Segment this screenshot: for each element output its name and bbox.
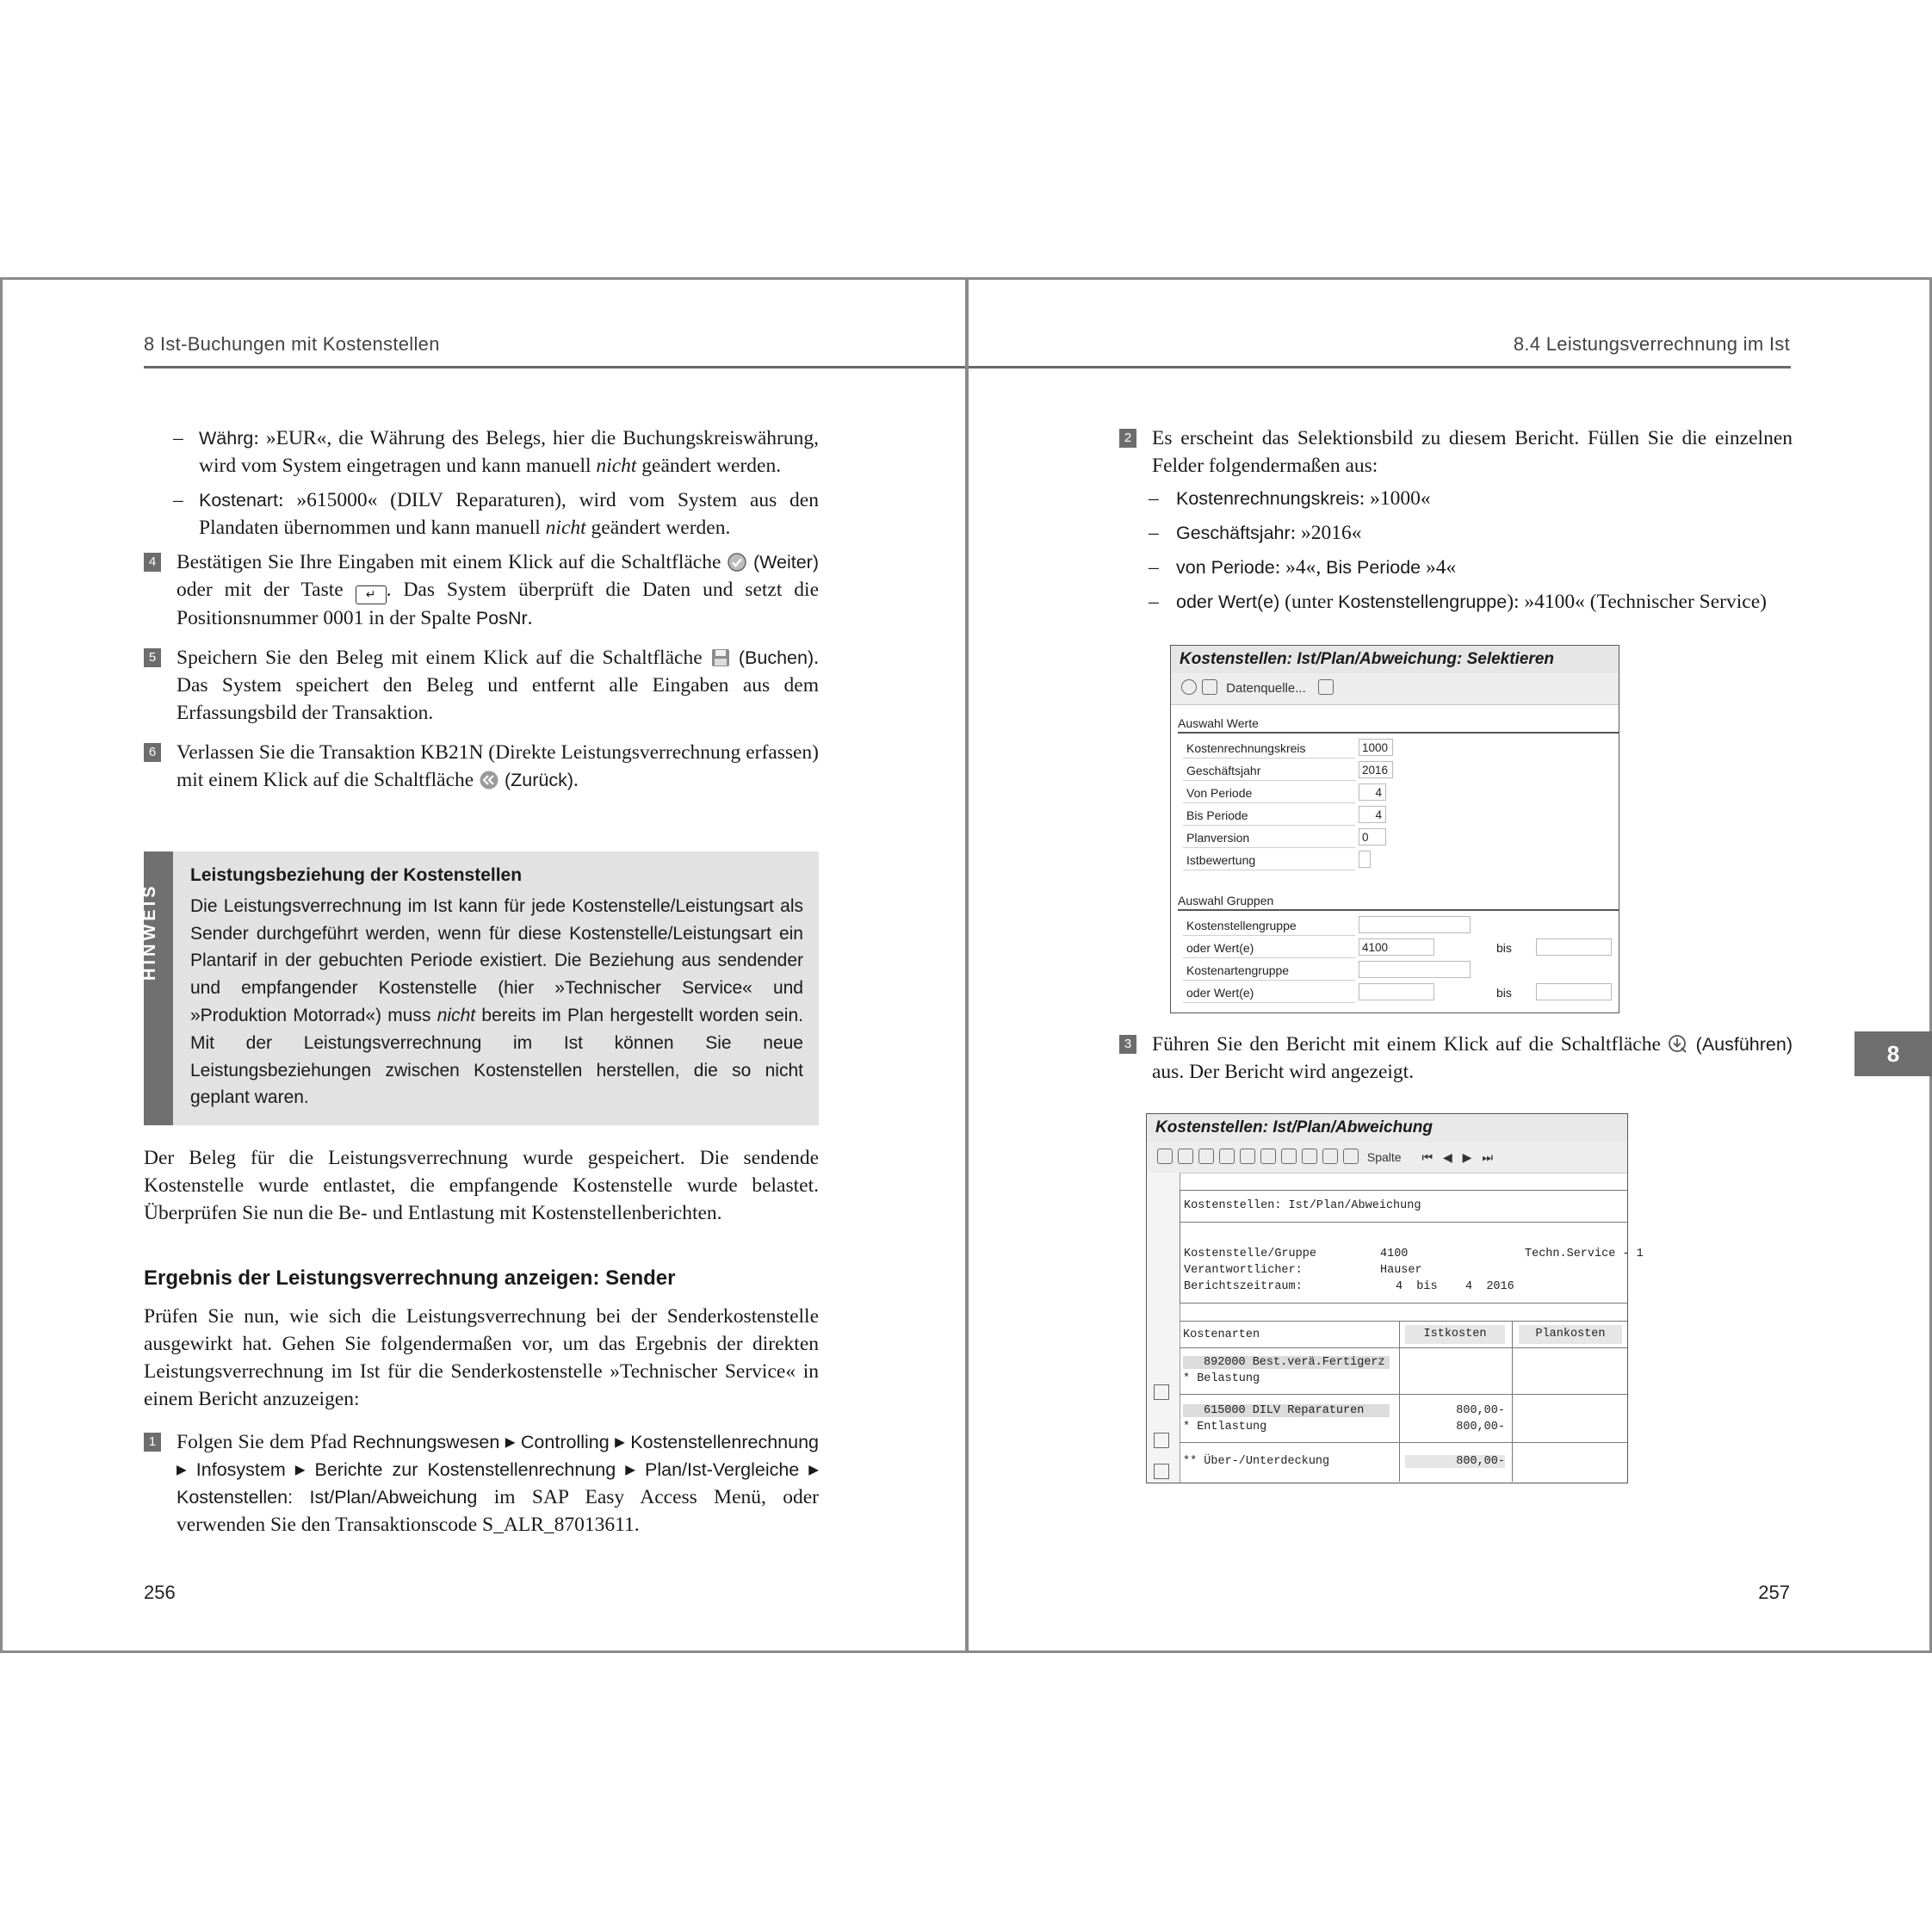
- next-page-icon[interactable]: ▶: [1462, 1150, 1472, 1164]
- last-page-icon[interactable]: ⏭: [1482, 1150, 1493, 1164]
- menu-path-item: Kostenstellen: Ist/Plan/Abweichung: [176, 1487, 478, 1508]
- running-head-right: 8.4 Leistungsverrechnung im Ist: [1513, 333, 1790, 355]
- search-icon[interactable]: [1178, 1149, 1193, 1164]
- table-row[interactable]: 615000 DILV Reparaturen: [1183, 1404, 1390, 1417]
- grid-icon[interactable]: [1302, 1149, 1317, 1164]
- menu-path-item: Berichte zur Kostenstellenrechnung: [314, 1459, 616, 1480]
- step-number: 4: [144, 553, 161, 572]
- running-head-left: 8 Ist-Buchungen mit Kostenstellen: [144, 333, 440, 355]
- field-input[interactable]: 4: [1359, 806, 1386, 823]
- paragraph: Prüfen Sie nun, wie sich die Leistungsverrechnung bei der Senderkostenstelle ausgewirkt hat. Gehen Sie folgendermaßen vor, um das Ergebnis der direkten Leistungsverrechnung im Ist für die Senderkostenstelle »Technischer Service« in einem Bericht anzuzeigen:: [144, 1305, 819, 1410]
- list-item: – Währg: »EUR«, die Währung des Belegs, hier die Buchungskreiswährung, wird vom System eingetragen und kann manuell nicht geändert werden.: [144, 424, 819, 480]
- check-icon: [727, 552, 747, 573]
- field-input[interactable]: 1000: [1359, 739, 1393, 756]
- hinweis-content: [190, 862, 803, 1112]
- print-icon[interactable]: [1198, 1149, 1214, 1164]
- filter-icon[interactable]: [1260, 1149, 1276, 1164]
- step-number: 6: [144, 743, 161, 762]
- column-header: Kostenarten: [1183, 1328, 1260, 1341]
- group-values: [1178, 715, 1619, 734]
- field-row: Planversion 0: [1183, 828, 1613, 847]
- field-row: Istbewertung: [1183, 851, 1613, 870]
- step-number: 3: [1119, 1035, 1136, 1054]
- right-body-lower: [1119, 1031, 1793, 1098]
- step-number: 2: [1119, 429, 1136, 448]
- execute-icon: [1668, 1034, 1688, 1055]
- table-row[interactable]: ** Über-/Unterdeckung: [1183, 1455, 1330, 1468]
- step-4: 4 Bestätigen Sie Ihre Eingaben mit einem Klick auf die Schaltfläche (Weiter) oder mit der Taste ↵ . Das System überprüft die Daten und setzt die Positionsnummer 0001 in der Spalte PosNr.: [144, 548, 819, 632]
- field-row: oder Wert(e) 4100 bis: [1183, 938, 1613, 957]
- group-groups: [1178, 892, 1619, 911]
- zoom-icon[interactable]: [1281, 1149, 1297, 1164]
- field-input[interactable]: [1359, 961, 1471, 978]
- running-head-rule: [969, 366, 1791, 368]
- menu-path-item: Rechnungswesen: [352, 1432, 500, 1452]
- path-arrow-icon: ▸: [505, 1431, 516, 1453]
- info-icon[interactable]: [1240, 1149, 1255, 1164]
- paragraph: Der Beleg für die Leistungsverrechnung wurde gespeichert. Die sendende Kostenstelle wurde entlastet, die empfangende Kostenstelle wurde belastet. Überprüfen Sie nun die Be- und Entlastung mit Kostenstellenberichten.: [144, 1147, 819, 1224]
- path-arrow-icon: ▸: [625, 1458, 635, 1481]
- hinweis-title: Leistungsbeziehung der Kostenstellen: [190, 865, 523, 885]
- field-input[interactable]: 4: [1359, 783, 1386, 801]
- hinweis-box: [140, 851, 819, 1125]
- istkosten-value: 800,00-: [1456, 1404, 1505, 1417]
- path-arrow-icon: ▸: [176, 1458, 187, 1481]
- step-3: 3 Führen Sie den Bericht mit einem Klick auf die Schaltfläche (Ausführen) aus. Der Bericht wird angezeigt.: [1119, 1031, 1793, 1086]
- sort-icon[interactable]: [1157, 1149, 1173, 1164]
- step-1: 1 Folgen Sie dem Pfad Rechnungswesen ▸ Controlling ▸ Kostenstellenrechnung ▸ Infosystem ▸ Berichte zur Kostenstellenrechnung ▸ Plan/Ist-Vergleiche ▸ Kostenstellen: Ist/Plan/Abweichung im SAP Easy Access Menü, oder verwenden Sie den Transaktionscode S_ALR_87013611.: [144, 1428, 819, 1539]
- field-input[interactable]: 4100: [1359, 938, 1434, 956]
- column-header: Istkosten: [1405, 1325, 1505, 1344]
- toolbar: [1171, 673, 1619, 705]
- field-input[interactable]: 2016: [1359, 761, 1393, 778]
- first-page-icon[interactable]: ⏮: [1421, 1150, 1434, 1164]
- path-arrow-icon: ▸: [615, 1431, 625, 1453]
- chapter-tab: 8: [1855, 1031, 1932, 1076]
- group-label: Auswahl Gruppen: [1178, 892, 1619, 911]
- report-header-title: Kostenstellen: Ist/Plan/Abweichung: [1184, 1199, 1421, 1212]
- step-number: 1: [144, 1433, 161, 1452]
- step-6: 6 Verlassen Sie die Transaktion KB21N (Direkte Leistungsverrechnung erfassen) mit einem Klick auf die Schaltfläche (Zurück).: [144, 739, 819, 794]
- column-header: Plankosten: [1519, 1325, 1622, 1344]
- row-detail-icon[interactable]: [1154, 1433, 1169, 1448]
- table-row[interactable]: 892000 Best.verä.Fertigerz: [1183, 1356, 1390, 1369]
- istkosten-value: 800,00-: [1456, 1421, 1505, 1434]
- field-row: Kostenartengruppe: [1183, 961, 1613, 980]
- right-page: [965, 277, 1932, 1653]
- menu-path-item: Infosystem: [195, 1459, 286, 1480]
- datasource-button[interactable]: Datenquelle...: [1226, 681, 1306, 696]
- window-title: Kostenstellen: Ist/Plan/Abweichung: [1147, 1114, 1627, 1142]
- field-row: Kostenstellengruppe: [1183, 916, 1613, 935]
- hinweis-text: Die Leistungsverrechnung im Ist kann für jede Kostenstelle/Leistungsart als Sender durchgeführt werden, wenn für diese Kostenstelle/Leistungsart ein Plantarif in der gebuchten Periode existiert. Die Beziehung aus sendender und empfangender Kostenstelle (hier »Technischer Service« und »Produktion Motorrad«) muss nicht bereits im Plan hergestellt worden sein. Mit der Leistungsverrechnung im Ist können Sie neue Leistungsbeziehungen zwischen Kostenstellen herstellen, die so nicht geplant waren.: [190, 895, 803, 1108]
- report-header-box: Kostenstellen: Ist/Plan/Abweichung Kostenstelle/Gruppe 4100 Techn.Service - 1 Verantwortlicher: Hauser Berichtszeitraum: 4 bis 4 2016: [1180, 1190, 1627, 1303]
- section-heading: Ergebnis der Leistungsverrechnung anzeigen: Sender: [144, 1266, 676, 1290]
- list-item: – Geschäftsjahr: »2016«: [1119, 519, 1793, 547]
- row-detail-icon[interactable]: [1154, 1464, 1169, 1479]
- selection-screen: [1170, 645, 1619, 1013]
- menu-path-item: Controlling: [520, 1432, 610, 1452]
- list-item: – von Periode: »4«, Bis Periode »4«: [1119, 554, 1793, 581]
- info-icon[interactable]: [1318, 679, 1334, 695]
- prev-page-icon[interactable]: ◀: [1442, 1150, 1452, 1164]
- checkbox[interactable]: [1359, 851, 1371, 868]
- path-arrow-icon: ▸: [808, 1458, 820, 1481]
- left-page: [0, 277, 967, 1653]
- column-button[interactable]: Spalte: [1366, 1150, 1402, 1164]
- enter-key-icon: ↵: [356, 585, 387, 604]
- hinweis-sidebar: [140, 851, 173, 1125]
- left-body-lower: [144, 1144, 819, 1551]
- list-item: – Kostenrechnungskreis: »1000«: [1119, 485, 1793, 512]
- step-5: 5 Speichern Sie den Beleg mit einem Klick auf die Schaltfläche (Buchen). Das System speichert den Beleg und entfernt alle Eingaben aus dem Erfassungsbild der Transaktion.: [144, 644, 819, 727]
- running-head-rule: [144, 366, 970, 368]
- execute-icon[interactable]: [1181, 679, 1197, 695]
- field-input[interactable]: [1359, 916, 1471, 933]
- field-row: Bis Periode 4: [1183, 806, 1613, 825]
- right-body: [1119, 424, 1793, 622]
- istkosten-value: 800,00-: [1405, 1455, 1505, 1468]
- page-number-right: 257: [1758, 1582, 1790, 1603]
- window-title: Kostenstellen: Ist/Plan/Abweichung: Selektieren: [1171, 646, 1619, 673]
- menu-path-item: Kostenstellenrechnung: [630, 1432, 820, 1452]
- field-input[interactable]: 0: [1359, 828, 1386, 845]
- menu-path-item: Plan/Ist-Vergleiche: [645, 1459, 800, 1480]
- collapse-icon[interactable]: [1343, 1149, 1359, 1164]
- report-window: [1146, 1113, 1644, 1483]
- hinweis-label: HINWEIS: [140, 882, 159, 981]
- save-icon: [710, 647, 731, 668]
- list-item: – oder Wert(e) (unter Kostenstellengruppe): »4100« (Technischer Service): [1119, 588, 1793, 616]
- expand-icon[interactable]: [1322, 1149, 1338, 1164]
- field-input-to[interactable]: [1536, 983, 1612, 1000]
- left-body: [144, 424, 819, 806]
- group-label: Auswahl Werte: [1178, 715, 1619, 734]
- list-item: – Kostenart: »615000« (DILV Reparaturen), wird vom System aus den Plandaten übernommen und kann manuell nicht geändert werden.: [144, 486, 819, 542]
- field-row: Kostenrechnungskreis 1000: [1183, 739, 1613, 758]
- field-input-to[interactable]: [1536, 938, 1612, 956]
- step-number: 5: [144, 648, 161, 667]
- toolbar: [1147, 1142, 1627, 1173]
- field-row: Von Periode 4: [1183, 783, 1613, 802]
- field-input[interactable]: [1359, 983, 1434, 1000]
- book-spread: [0, 277, 1932, 1655]
- copy-icon[interactable]: [1202, 679, 1217, 695]
- row-detail-icon[interactable]: [1154, 1384, 1169, 1400]
- step-2: 2 Es erscheint das Selektionsbild zu diesem Bericht. Füllen Sie die einzelnen Felder folgendermaßen aus:: [1119, 424, 1793, 480]
- field-row: Geschäftsjahr 2016: [1183, 761, 1613, 780]
- path-arrow-icon: ▸: [294, 1458, 306, 1481]
- layout-icon[interactable]: [1219, 1149, 1235, 1164]
- back-icon: [479, 770, 499, 790]
- field-row: oder Wert(e) bis: [1183, 983, 1613, 1002]
- page-number-left: 256: [144, 1582, 176, 1603]
- report-table: Kostenarten Istkosten Plankosten 892000 Best.verä.Fertigerz * Belastung 615000 DILV Reparaturen * Entlastung 800,00- 800,00- ** Über-/Unterdeckung 800,00-: [1180, 1321, 1627, 1482]
